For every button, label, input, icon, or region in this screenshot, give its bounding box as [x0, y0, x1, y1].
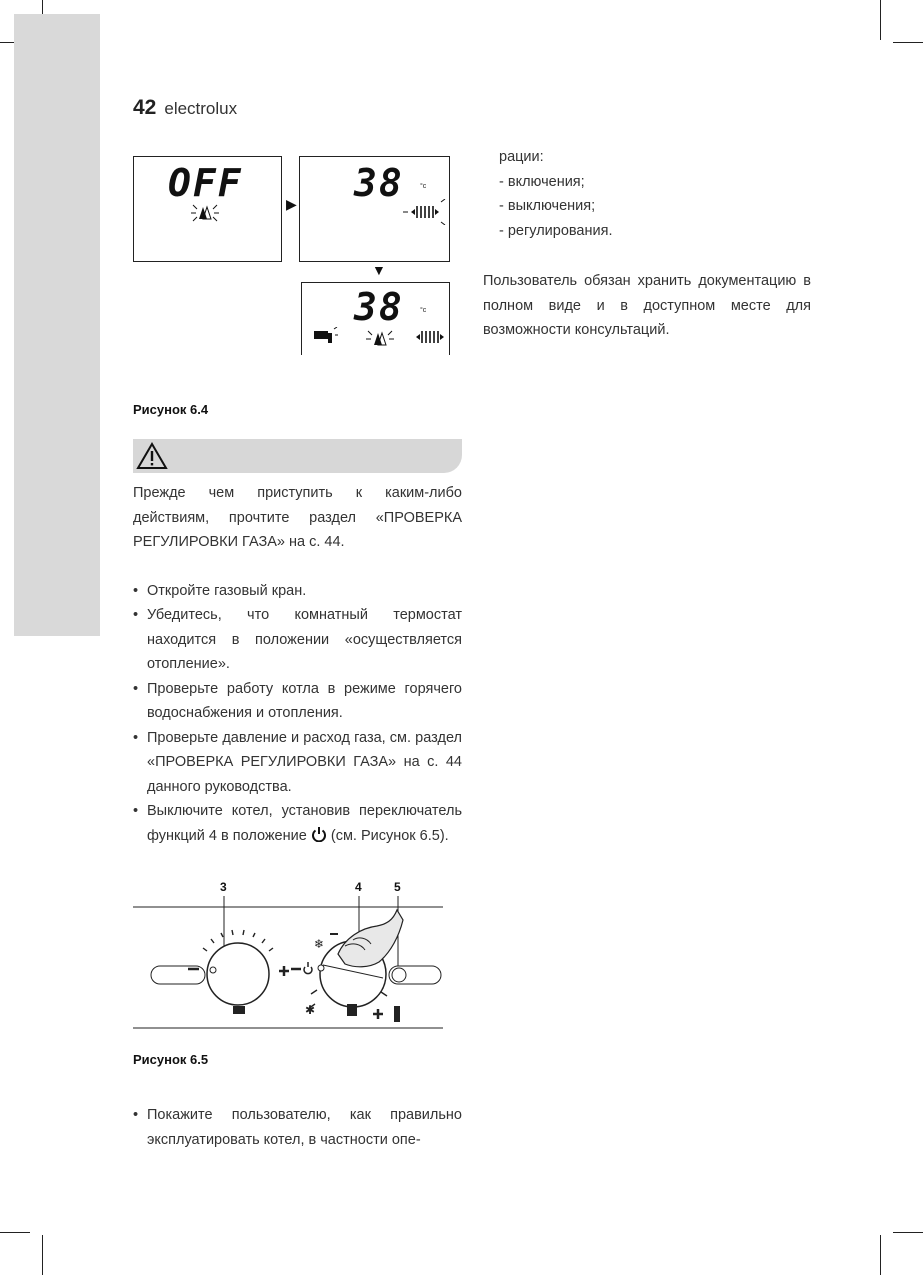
continuation-text: рации:	[499, 149, 544, 165]
control-panel-figure	[133, 880, 443, 1030]
crop-mark	[880, 0, 881, 40]
list-item: - регулирования.	[499, 219, 811, 244]
brand-name: electrolux	[164, 99, 238, 118]
display-38-hot-water	[301, 282, 450, 355]
radiator-icon	[403, 199, 447, 225]
list-item: • Проверьте работу котла в режиме горячего водоснабжения и отопления.	[133, 677, 462, 726]
list-item: • Убедитесь, что комнатный термостат находится в положении «осуществляется отопление».	[133, 603, 462, 677]
sidebar-band	[14, 14, 100, 636]
svg-text:✱: ✱	[305, 1003, 316, 1017]
label-5: 5	[394, 880, 401, 894]
step-off-after: (см. Рисунок 6.5).	[330, 827, 449, 844]
figure-caption-6-5: Рисунок 6.5	[133, 1052, 209, 1067]
display-temperature: 38	[354, 161, 404, 205]
figure-caption-6-4: Рисунок 6.4	[133, 402, 209, 417]
radiator-icon	[410, 327, 446, 347]
right-column	[483, 145, 811, 343]
power-icon	[311, 826, 327, 842]
step-off-before: Выключите котел, установив переключатель функций 4 в положение	[147, 803, 462, 844]
arrow-right-icon: ▶	[286, 196, 297, 212]
display-38-heating	[299, 156, 450, 262]
flame-indicator-icon	[364, 327, 396, 349]
steps-list-continued	[133, 1103, 462, 1152]
warning-bar	[133, 439, 462, 473]
display-temperature: 38	[354, 285, 404, 329]
page-header	[133, 96, 237, 126]
list-item: • Проверьте давление и расход газа, см. раздел «ПРОВЕРКА РЕГУЛИРОВКИ ГАЗА» на с. 44 данного руководства.	[133, 726, 462, 800]
flame-indicator-icon	[189, 201, 221, 223]
page-number: 42	[133, 96, 157, 119]
warning-triangle-icon	[135, 441, 169, 471]
crop-mark	[42, 1235, 43, 1275]
display-unit: °c	[420, 183, 427, 190]
steps-list	[133, 579, 462, 849]
display-unit: °c	[420, 307, 427, 314]
display-off-text: OFF	[168, 161, 243, 205]
list-item	[133, 799, 462, 848]
crop-mark	[0, 1232, 30, 1233]
label-3: 3	[220, 880, 227, 894]
list-item: • Откройте газовый кран.	[133, 579, 462, 604]
final-step-block	[133, 1103, 462, 1152]
warning-text: Прежде чем приступить к каким-либо действиям, прочтите раздел «ПРОВЕРКА РЕГУЛИРОВКИ ГАЗА» на с. 44.	[133, 485, 462, 550]
tap-icon	[314, 327, 338, 345]
display-off	[133, 156, 282, 262]
list-item: • Покажите пользователю, как правильно эксплуатировать котел, в частности опе-	[133, 1103, 462, 1152]
list-item: - выключения;	[499, 194, 811, 219]
svg-text:❄: ❄	[314, 937, 325, 951]
list-item: - включения;	[499, 170, 811, 195]
label-4: 4	[355, 880, 362, 894]
arrow-down-icon: ▼	[372, 262, 386, 278]
crop-mark	[893, 1232, 923, 1233]
operations-list	[483, 170, 811, 244]
crop-mark	[880, 1235, 881, 1275]
storage-note: Пользователь обязан хранить документацию в полном виде и в доступном месте для возможности консультаций.	[483, 273, 811, 338]
control-panel-drawing	[133, 896, 443, 1030]
left-column	[133, 481, 462, 848]
crop-mark	[893, 42, 923, 43]
